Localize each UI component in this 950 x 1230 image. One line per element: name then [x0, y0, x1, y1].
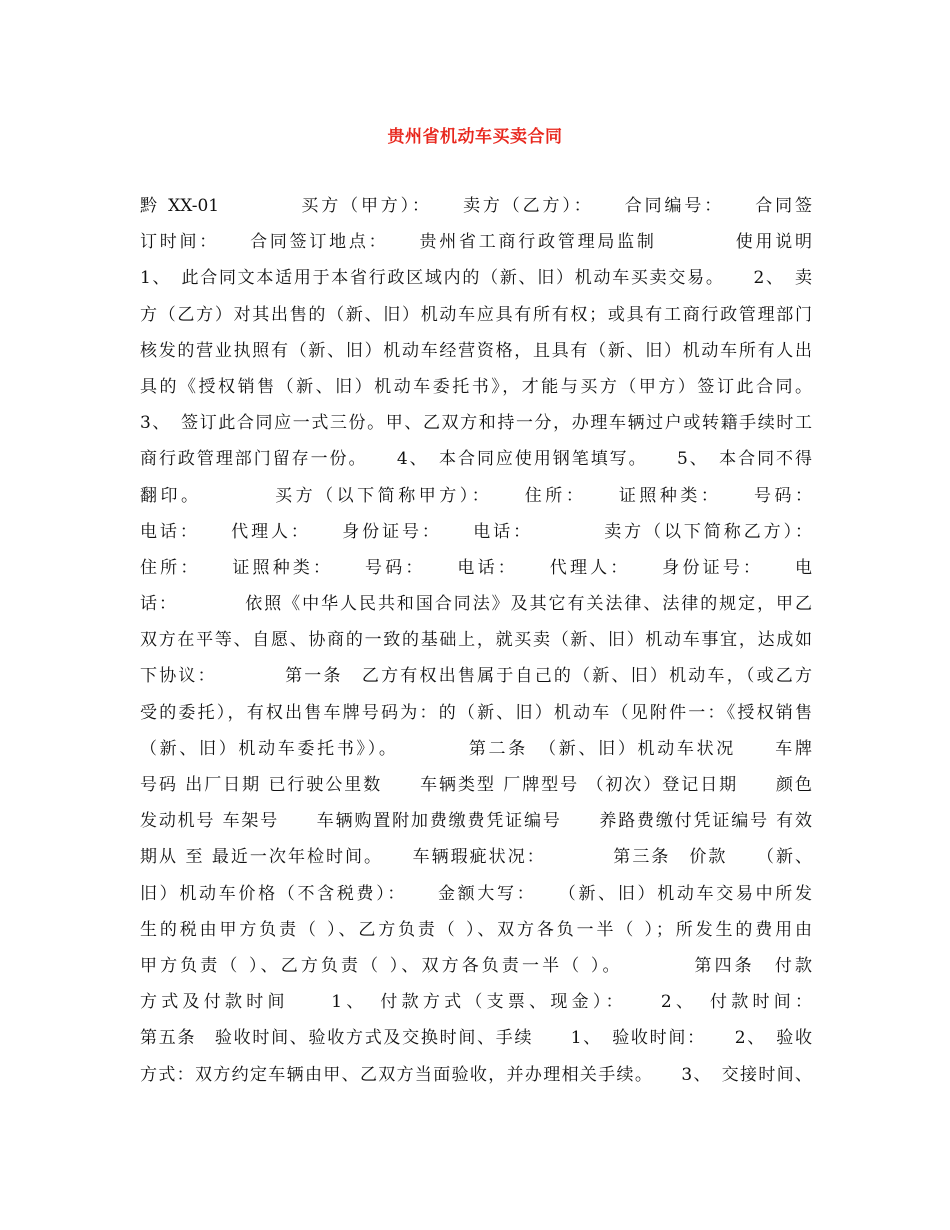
- body-line: 核发的营业执照有（新、旧）机动车经营资格，且具有（新、旧）机动车所有人出: [140, 340, 812, 361]
- body-line: 商行政管理部门留存一份。 4、 本合同应使用钢笔填写。 5、 本合同不得: [140, 449, 812, 470]
- body-line: 发动机号 车架号 车辆购置附加费缴费凭证编号 养路费缴付凭证编号 有效: [140, 811, 812, 832]
- body-line: 1、 此合同文本适用于本省行政区域内的（新、旧）机动车买卖交易。 2、 卖: [140, 268, 812, 289]
- body-line: 3、 签订此合同应一式三份。甲、乙双方和持一分，办理车辆过户或转籍手续时工: [140, 413, 812, 434]
- document-body: [140, 192, 812, 1097]
- body-line: 住所： 证照种类： 号码： 电话： 代理人： 身份证号： 电: [140, 557, 812, 578]
- document-title: 贵州省机动车买卖合同: [387, 127, 563, 147]
- body-line: 方式：双方约定车辆由甲、乙双方当面验收，并办理相关手续。 3、 交接时间、: [140, 1064, 812, 1085]
- body-line: 黔 XX-01 买方（甲方）： 卖方（乙方）： 合同编号： 合同签: [140, 196, 812, 216]
- body-line: 受的委托），有权出售车牌号码为：的（新、旧）机动车（见附件一：《授权销售: [140, 702, 812, 723]
- body-line: （新、旧）机动车委托书》）。 第二条 （新、旧）机动车状况 车牌: [140, 738, 812, 759]
- body-line: 双方在平等、自愿、协商的一致的基础上，就买卖（新、旧）机动车事宜，达成如: [140, 630, 812, 651]
- body-line: 号码 出厂日期 已行驶公里数 车辆类型 厂牌型号 （初次）登记日期 颜色: [140, 775, 812, 795]
- body-line: 订时间： 合同签订地点： 贵州省工商行政管理局监制 使用说明: [140, 232, 812, 253]
- body-line: 方式及付款时间 1、 付款方式（支票、现金）： 2、 付款时间：: [140, 992, 812, 1013]
- body-line: 方（乙方）对其出售的（新、旧）机动车应具有所有权；或具有工商行政管理部门: [140, 304, 812, 325]
- body-line: 期从 至 最近一次年检时间。 车辆瑕疵状况： 第三条 价款 （新、: [140, 847, 812, 868]
- body-line: 下协议： 第一条 乙方有权出售属于自己的（新、旧）机动车，（或乙方: [140, 666, 812, 687]
- body-line: 具的《授权销售（新、旧）机动车委托书》，才能与买方（甲方）签订此合同。: [140, 376, 812, 397]
- body-line: 电话： 代理人： 身份证号： 电话： 卖方（以下简称乙方）：: [140, 521, 812, 542]
- body-line: 生的税由甲方负责（ ）、乙方负责（ ）、双方各负一半（ ）；所发生的费用由: [140, 919, 812, 940]
- body-line: 话： 依照《中华人民共和国合同法》及其它有关法律、法律的规定，甲乙: [140, 594, 812, 615]
- body-line: 翻印。 买方（以下简称甲方）： 住所： 证照种类： 号码：: [140, 485, 812, 506]
- body-line: 第五条 验收时间、验收方式及交换时间、手续 1、 验收时间： 2、 验收: [140, 1028, 812, 1049]
- body-line: 甲方负责（ ）、乙方负责（ ）、双方各负责一半（ ）。 第四条 付款: [140, 955, 812, 976]
- body-line: 旧）机动车价格（不含税费）： 金额大写： （新、旧）机动车交易中所发: [140, 883, 812, 904]
